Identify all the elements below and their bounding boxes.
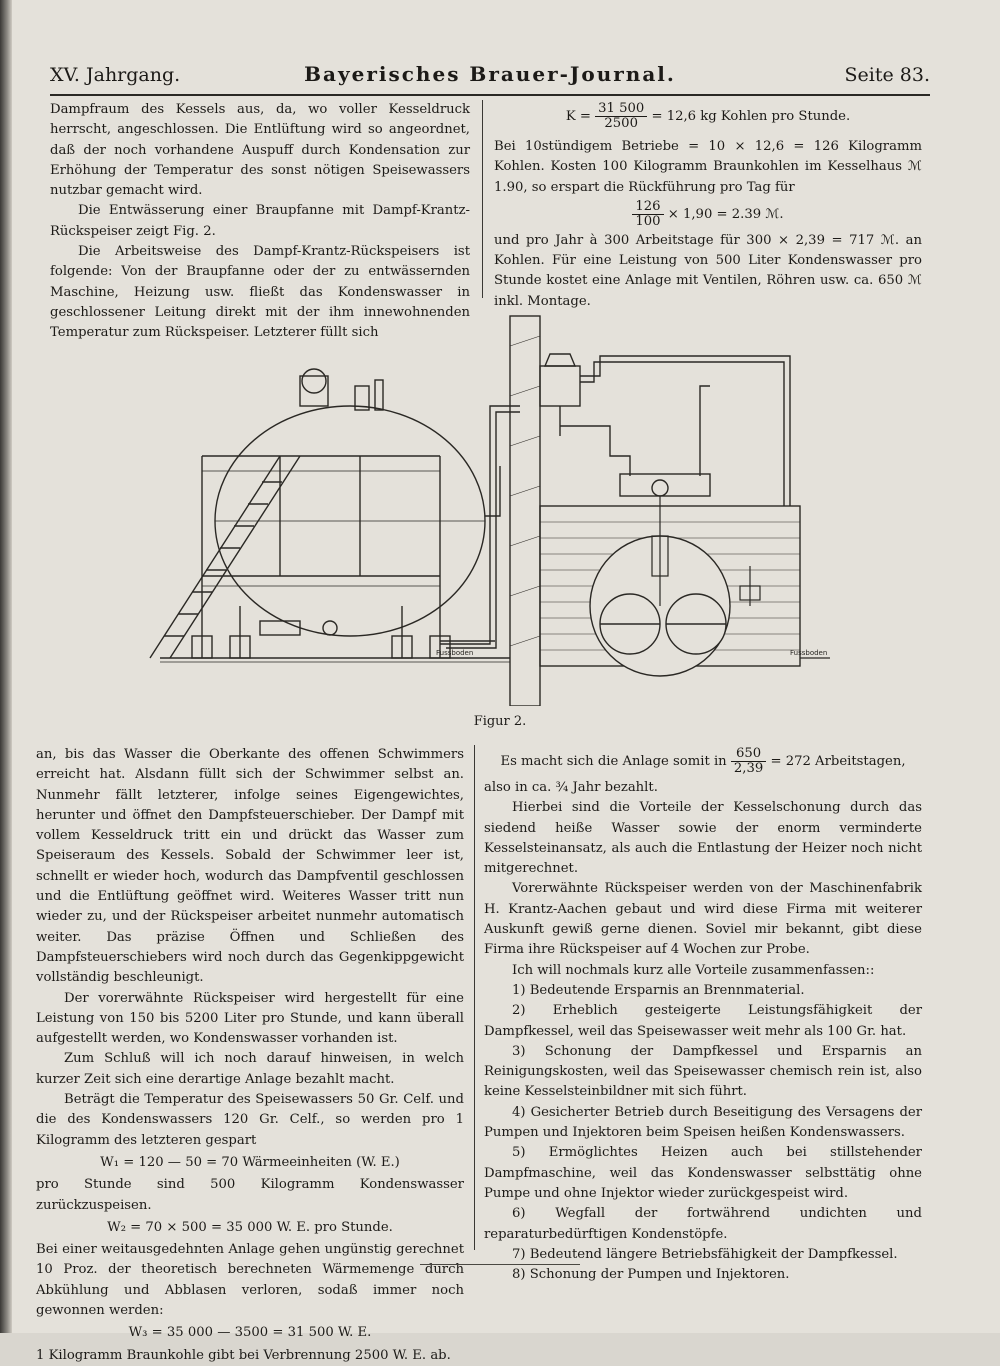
fraction (595, 102, 647, 131)
paragraph: Hierbei sind die Vorteile der Kesselschonung durch das siedend heiße Wasser sowie der enorm verminderte Kesselsteinansatz, als auch die Entlastung der Heizer noch nicht mitgerechnet. (484, 800, 922, 877)
fraction-numerator: 126 (632, 200, 663, 215)
end-rule (420, 1264, 580, 1265)
paragraph: und pro Jahr à 300 Arbeitstage für 300 × 2,39 = 717 ℳ. an Kohlen. Für eine Leistung von 500 Liter Kondenswasser pro Stunde kostet eine Anlage mit Ventilen, Röhren usw. ca. 650 ℳ inkl. Montage. (494, 232, 922, 309)
list-item: 3) Schonung der Dampfkessel und Ersparnis an Reinigungskosten, weil das Speisewasser chemisch rein ist, also keine Kesselsteinbildner mit sich führt. (484, 1043, 922, 1100)
paragraph: Dampfraum des Kessels aus, da, wo voller Kesseldruck herrscht, angeschlossen. Die Entlüftung wird so angeordnet, daß der noch vorhandene Auspuff durch Kondensation zur Erhöhung der Temperatur des sonst nötigen Speisewassers nutzbar gemacht wird. (50, 102, 470, 199)
formula-lhs: K = (565, 109, 591, 124)
text-column-bottom-right (484, 745, 922, 1285)
fraction (632, 200, 663, 229)
list-item: 6) Wegfall der fortwährend undichten und reparaturbedürftigen Kondenstöpfe. (484, 1206, 922, 1242)
list-item: 1) Bedeutende Ersparnis an Brennmaterial. (512, 982, 805, 998)
paragraph: an, bis das Wasser die Oberkante des offenen Schwimmers erreicht hat. Alsdann füllt sich der Schwimmer selbst an. Nunmehr fällt letzterer, infolge seines Eigengewichtes, herunter und öffnet den Dampfsteuerschieber. Der Dampf mit vollem Kesseldruck tritt ein und drückt das Wasser zum Speiseraum des Kessels. Sobald der Schwimmer leer ist, schnellt er wieder hoch, wodurch das Dampfventil geschlossen und die Entlüftung geöffnet wird. Weiteres Wasser tritt nun wieder zu, und der Rückspeiser arbeitet nunmehr automatisch weiter. Das präzise Öffnen und Schließen des Dampfsteuerschiebers wird noch durch das Gegenkippgewicht vollständig beschleunigt. (36, 747, 464, 986)
paragraph: Die Arbeitsweise des Dampf-Krantz-Rückspeisers ist folgende: Von der Braupfanne oder der zu entwässernden Maschine, Heizung usw. fließt das Kondenswasser in geschlossener Leitung direkt mit der ihm innewohnenden Temperatur zum Rückspeiser. Letzterer füllt sich (50, 244, 470, 341)
figure-caption: Figur 2. (473, 714, 527, 729)
book-binding-edge (0, 0, 12, 1333)
volume-label: XV. Jahrgang. (50, 64, 181, 86)
paragraph: also in ca. ¾ Jahr bezahlt. (484, 780, 658, 795)
formula-savings-per-day (494, 200, 922, 229)
text-column-bottom-left (36, 745, 464, 1366)
formula-w1: W₁ = 120 — 50 = 70 Wärmeeinheiten (W. E.) (100, 1154, 400, 1170)
fraction-denominator: 2500 (604, 116, 638, 131)
formula-w2: W₂ = 70 × 500 = 35 000 W. E. pro Stunde. (107, 1219, 393, 1235)
column-divider (482, 100, 483, 298)
formula-payback (484, 747, 922, 776)
list-item: 7) Bedeutend längere Betriebsfähigkeit der Dampfkessel. (512, 1246, 898, 1262)
formula-w3: W₃ = 35 000 — 3500 = 31 500 W. E. (128, 1325, 372, 1341)
header-rule (50, 94, 930, 96)
text-column-top-right (494, 100, 922, 312)
list-item: 4) Gesicherter Betrieb durch Beseitigung des Versagens der Pumpen und Injektoren beim Speisen heißen Kondenswassers. (484, 1104, 922, 1141)
paragraph: pro Stunde sind 500 Kilogramm Kondenswasser zurückzuspeisen. (36, 1177, 464, 1213)
column-divider (474, 745, 475, 1250)
fraction-denominator: 100 (635, 213, 661, 229)
paragraph: Vorerwähnte Rückspeiser werden von der Maschinenfabrik H. Krantz-Aachen gebaut und wird diese Firma mit weiterer Auskunft gewiß gerne dienen. Soviel mir bekannt, gibt diese Firma ihre Rückspeiser auf 4 Wochen zur Probe. (484, 881, 922, 958)
list-item: 8) Schonung der Pumpen und Injektoren. (512, 1267, 790, 1283)
paragraph: Zum Schluß will ich noch darauf hinweisen, in welch kurzer Zeit sich eine derartige Anlage bezahlt macht. (36, 1051, 464, 1087)
formula-coal-per-hour (494, 102, 922, 131)
formula-rhs: = 12,6 kg Kohlen pro Stunde. (651, 109, 851, 124)
figure-drawing (140, 306, 830, 706)
page-header (50, 58, 930, 98)
paragraph: Ich will nochmals kurz alle Vorteile zusammenfassen:: (512, 962, 875, 978)
paragraph: Bei 10stündigem Betriebe = 10 × 12,6 = 126 Kilogramm Kohlen. Kosten 100 Kilogramm Braunkohlen im Kesselhaus ℳ 1.90, so erspart die Rückführung pro Tag für (494, 139, 922, 195)
journal-title: Bayerisches Brauer-Journal. (304, 62, 676, 86)
page-number: Seite 83. (844, 64, 930, 86)
paragraph: Bei einer weitausgedehnten Anlage gehen ungünstig gerechnet 10 Proz. der theoretisch berechneten Wärmemenge durch Abkühlung und Abblasen verloren, sodaß immer noch gewonnen werden: (36, 1242, 464, 1319)
paragraph: Beträgt die Temperatur des Speisewassers 50 Gr. Celf. und die des Kondenswassers 120 Gr. Celf., so werden pro 1 Kilogramm des letzteren gespart (36, 1092, 464, 1148)
list-item: 5) Ermöglichtes Heizen auch bei stillstehender Dampfmaschine, weil das Kondenswasser selbsttätig ohne Pumpe und ohne Injektor wieder zurückgespeist wird. (484, 1145, 922, 1201)
floor-label-left: Fussboden (436, 649, 474, 657)
paragraph: Die Entwässerung einer Braupfanne mit Dampf-Krantz-Rückspeiser zeigt Fig. 2. (50, 203, 470, 239)
formula-lead: Es macht sich die Anlage somit in (500, 754, 727, 769)
formula-rhs: = 272 Arbeitstagen, (770, 754, 906, 769)
fraction-denominator: 2,39 (733, 761, 764, 776)
fraction (731, 747, 766, 776)
figure-2-illustration (140, 306, 830, 706)
list-item: 2) Erheblich gesteigerte Leistungsfähigkeit der Dampfkessel, weil das Speisewasser weit mehr als 100 Gr. hat. (484, 1003, 922, 1039)
paragraph: Der vorerwähnte Rückspeiser wird hergestellt für eine Leistung von 150 bis 5200 Liter pro Stunde, und kann überall aufgestellt werden, wo Kondenswasser vorhanden ist. (36, 990, 464, 1047)
fraction-numerator: 31 500 (595, 102, 647, 117)
paragraph: 1 Kilogramm Braunkohle gibt bei Verbrennung 2500 W. E. ab. (36, 1347, 451, 1363)
floor-label-right: Fussboden (790, 649, 828, 657)
fraction-numerator: 650 (731, 747, 766, 762)
formula-rhs: × 1,90 = 2.39 ℳ. (667, 206, 784, 222)
